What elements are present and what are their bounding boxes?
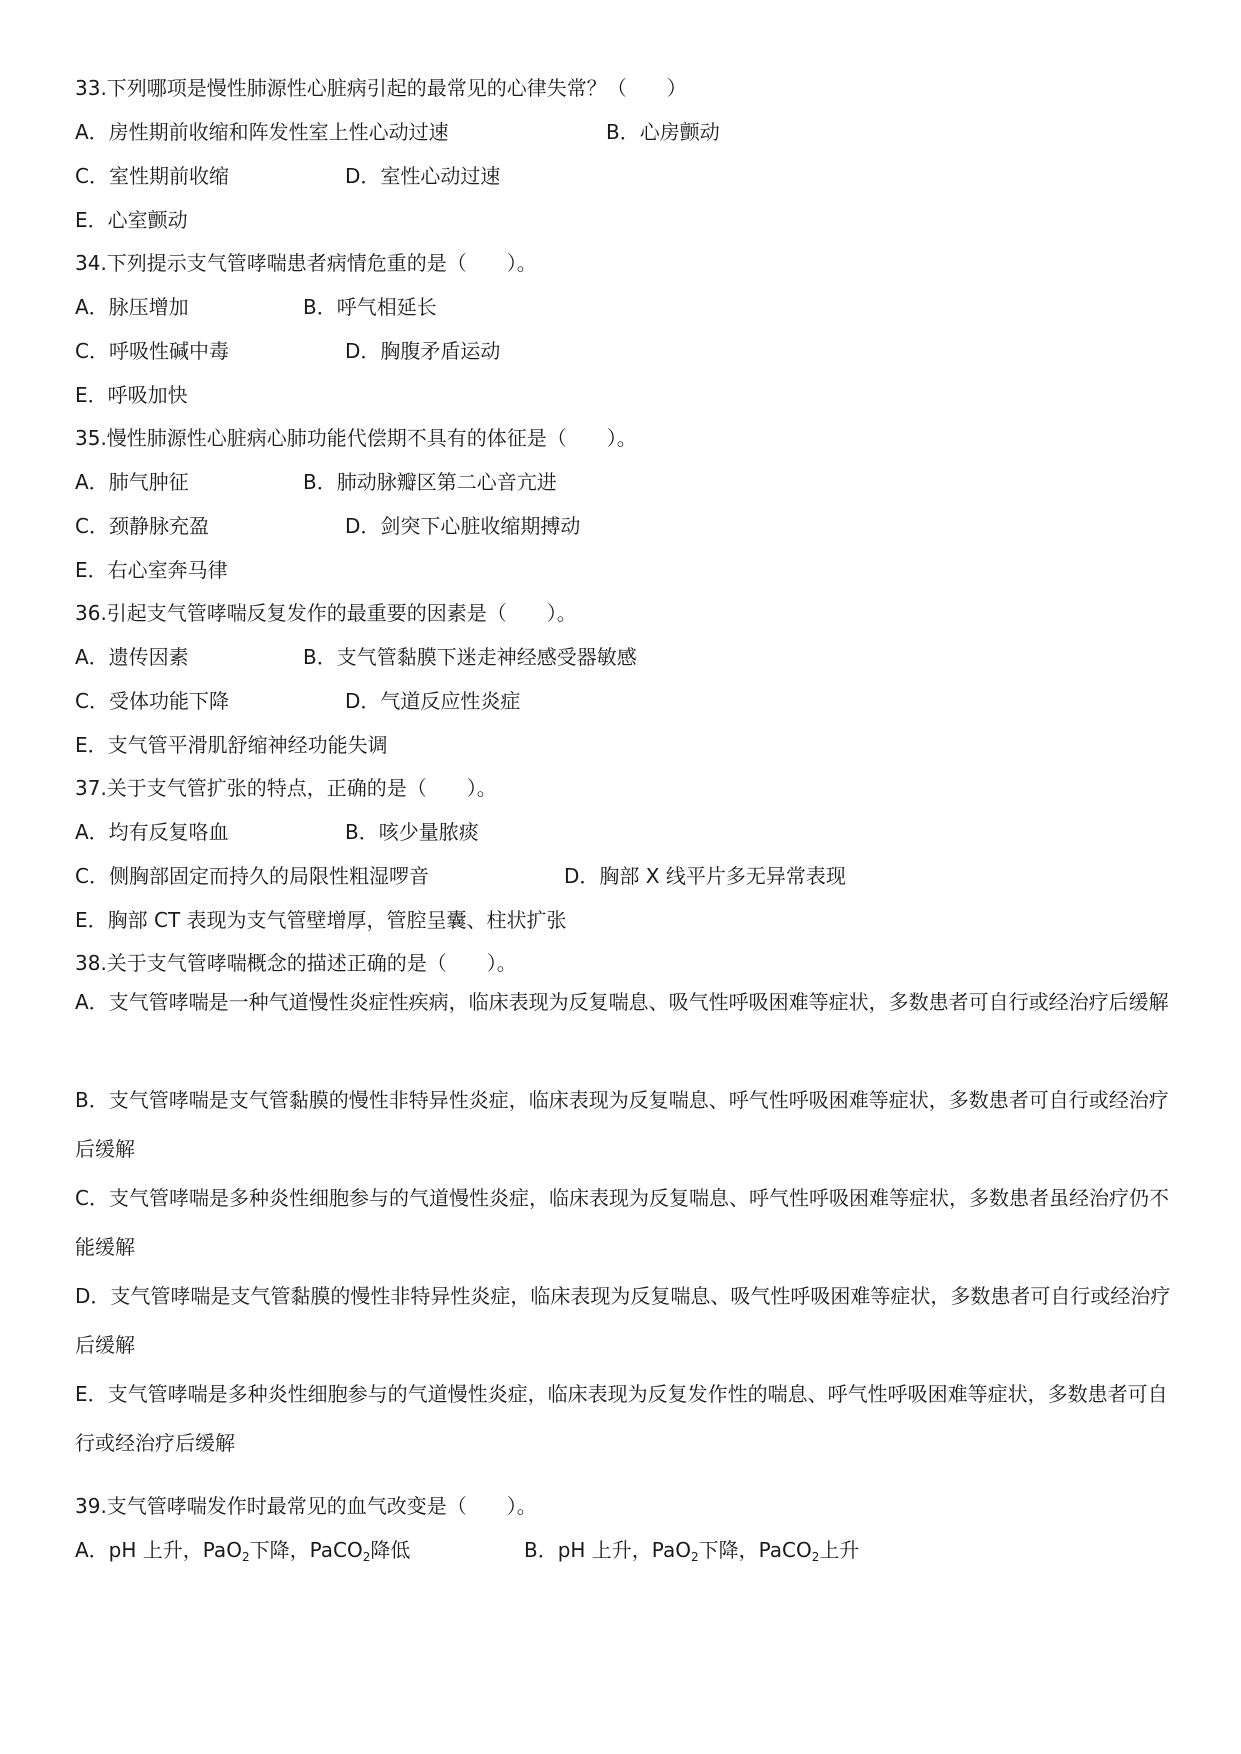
q39-a-text-3: 降低 bbox=[370, 1538, 411, 1562]
q38-option-a: A．支气管哮喘是一种气道慢性炎症性疾病，临床表现为反复喘息、吸气性呼吸困难等症状，多数患者可自行或经治疗后缓解 bbox=[75, 990, 1169, 1014]
q39-b-text-3: 上升 bbox=[819, 1538, 860, 1562]
q33-option-b: B．心房颤动 bbox=[606, 120, 720, 144]
q37-option-e: E．胸部 CT 表现为支气管壁增厚，管腔呈囊、柱状扩张 bbox=[75, 908, 567, 932]
q39-option-a bbox=[75, 1536, 410, 1564]
q38-option-d: D．支气管哮喘是支气管黏膜的慢性非特异性炎症，临床表现为反复喘息、吸气性呼吸困难等症状，多数患者可自行或经治疗后缓解 bbox=[75, 1284, 1171, 1357]
q36-stem: 36.引起支气管哮喘反复发作的最重要的因素是（ ）。 bbox=[75, 601, 577, 625]
q39-b-sub-2: 2 bbox=[811, 1550, 820, 1564]
q39-stem: 39.支气管哮喘发作时最常见的血气改变是（ ）。 bbox=[75, 1494, 537, 1518]
q39-a-text-2: 下降，PaCO bbox=[249, 1538, 363, 1562]
q39-b-text-2: 下降，PaCO bbox=[698, 1538, 812, 1562]
q38-option-b: B．支气管哮喘是支气管黏膜的慢性非特异性炎症，临床表现为反复喘息、呼气性呼吸困难等症状，多数患者可自行或经治疗后缓解 bbox=[75, 1088, 1169, 1161]
q33-option-e: E．心室颤动 bbox=[75, 208, 188, 232]
q36-option-d: D．气道反应性炎症 bbox=[345, 689, 521, 713]
q39-a-sub-1: 2 bbox=[241, 1550, 250, 1564]
q38-option-e: E．支气管哮喘是多种炎性细胞参与的气道慢性炎症，临床表现为反复发作性的喘息、呼气性呼吸困难等症状，多数患者可自行或经治疗后缓解 bbox=[75, 1382, 1168, 1455]
q39-a-sub-2: 2 bbox=[362, 1550, 371, 1564]
q33-option-a: A．房性期前收缩和阵发性室上性心动过速 bbox=[75, 120, 449, 144]
q37-option-b: B．咳少量脓痰 bbox=[345, 820, 479, 844]
q36-option-e: E．支气管平滑肌舒缩神经功能失调 bbox=[75, 733, 388, 757]
q33-option-d: D．室性心动过速 bbox=[345, 164, 501, 188]
q35-option-d: D．剑突下心脏收缩期搏动 bbox=[345, 514, 581, 538]
q35-option-b: B．肺动脉瓣区第二心音亢进 bbox=[303, 470, 557, 494]
q39-a-text-1: A．pH 上升，PaO bbox=[75, 1538, 242, 1562]
q39-option-b bbox=[524, 1536, 859, 1564]
q35-option-e: E．右心室奔马律 bbox=[75, 558, 228, 582]
q34-option-b: B．呼气相延长 bbox=[303, 295, 437, 319]
q33-option-c: C．室性期前收缩 bbox=[75, 164, 229, 188]
q37-option-a: A．均有反复咯血 bbox=[75, 820, 229, 844]
q34-option-e: E．呼吸加快 bbox=[75, 383, 188, 407]
q33-stem: 33.下列哪项是慢性肺源性心脏病引起的最常见的心律失常？（ ） bbox=[75, 76, 687, 100]
q36-option-a: A．遗传因素 bbox=[75, 645, 189, 669]
q37-stem: 37.关于支气管扩张的特点，正确的是（ ）。 bbox=[75, 776, 497, 800]
q34-option-d: D．胸腹矛盾运动 bbox=[345, 339, 501, 363]
q38-option-c: C．支气管哮喘是多种炎性细胞参与的气道慢性炎症，临床表现为反复喘息、呼气性呼吸困难等症状，多数患者虽经治疗仍不能缓解 bbox=[75, 1186, 1169, 1259]
q38-stem: 38.关于支气管哮喘概念的描述正确的是（ ）。 bbox=[75, 951, 517, 975]
q34-option-a: A．脉压增加 bbox=[75, 295, 189, 319]
q35-stem: 35.慢性肺源性心脏病心肺功能代偿期不具有的体征是（ ）。 bbox=[75, 426, 637, 450]
q36-option-b: B．支气管黏膜下迷走神经感受器敏感 bbox=[303, 645, 637, 669]
q39-b-sub-1: 2 bbox=[690, 1550, 699, 1564]
q37-option-c: C．侧胸部固定而持久的局限性粗湿啰音 bbox=[75, 864, 429, 888]
q39-b-text-1: B．pH 上升，PaO bbox=[524, 1538, 691, 1562]
q35-option-a: A．肺气肿征 bbox=[75, 470, 189, 494]
q36-option-c: C．受体功能下降 bbox=[75, 689, 229, 713]
q37-option-d: D．胸部 X 线平片多无异常表现 bbox=[564, 864, 846, 888]
q35-option-c: C．颈静脉充盈 bbox=[75, 514, 209, 538]
q34-option-c: C．呼吸性碱中毒 bbox=[75, 339, 229, 363]
q34-stem: 34.下列提示支气管哮喘患者病情危重的是（ ）。 bbox=[75, 251, 537, 275]
